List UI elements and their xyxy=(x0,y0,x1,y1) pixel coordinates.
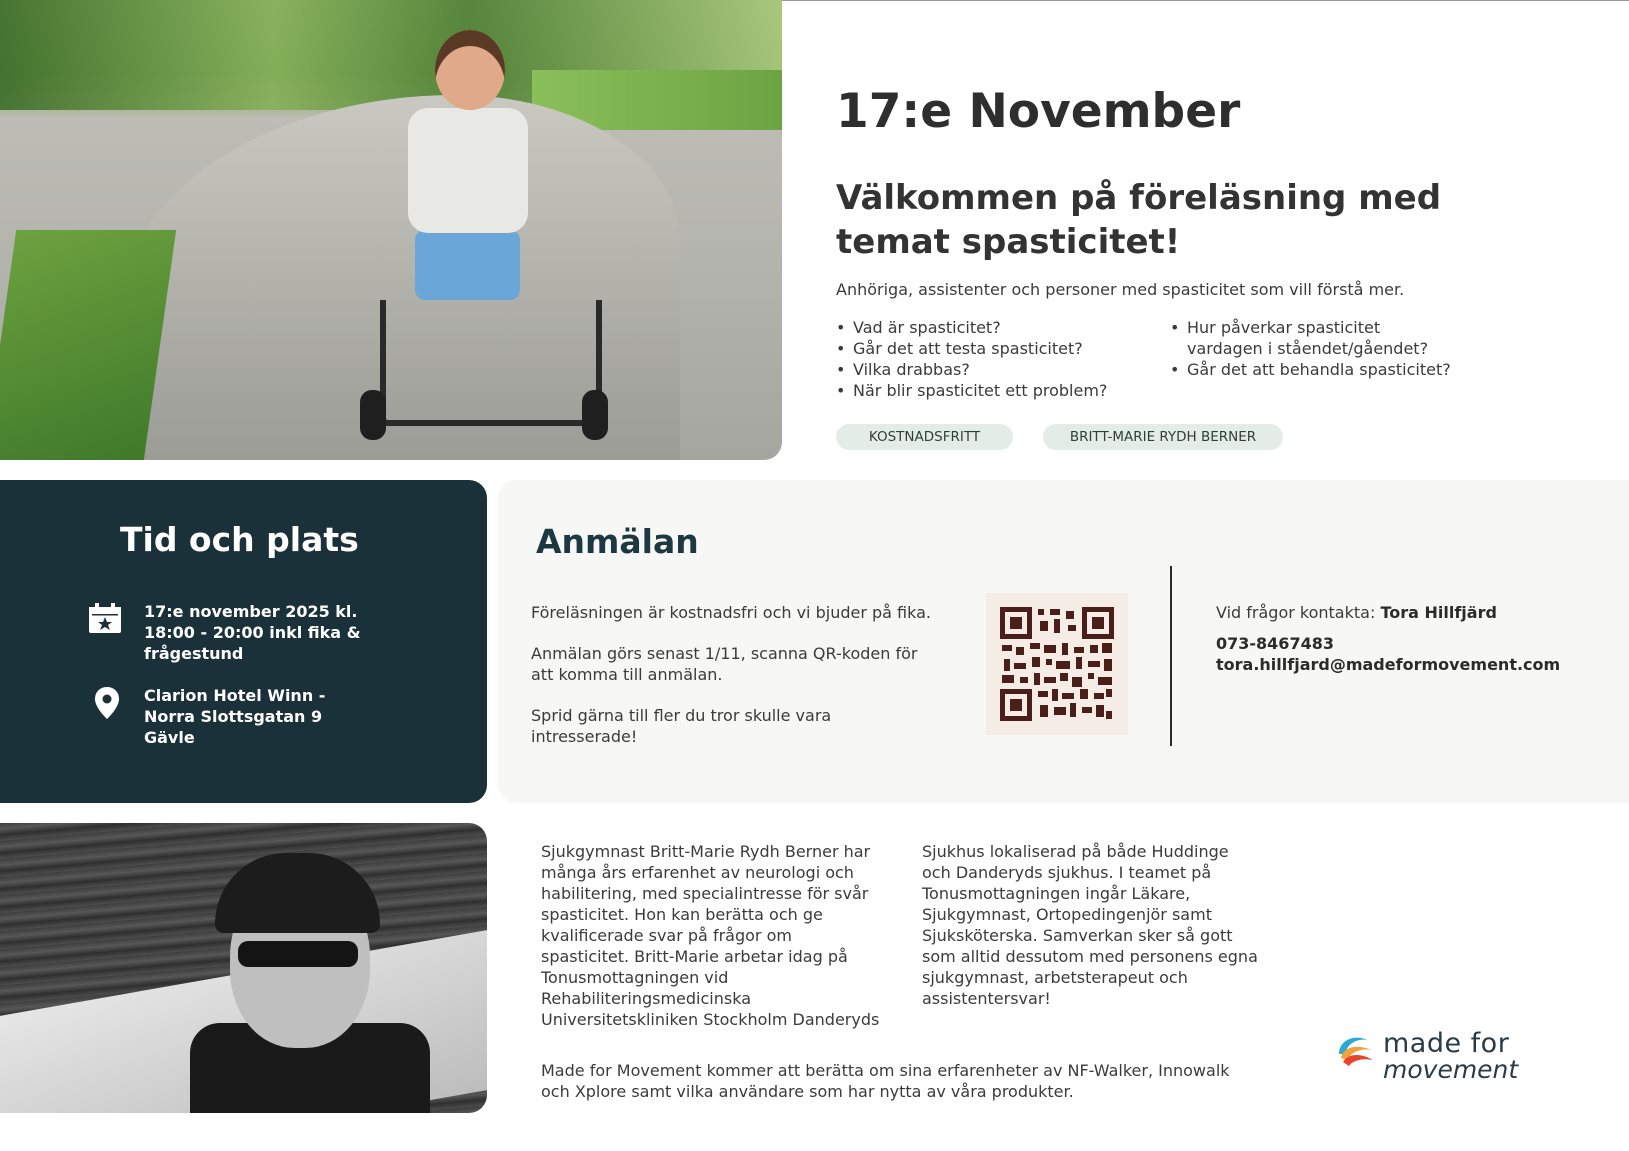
location-pin-icon xyxy=(94,686,120,720)
registration-title: Anmälan xyxy=(536,522,699,561)
logo-mark-icon xyxy=(1333,1028,1379,1074)
child-with-walker xyxy=(360,30,610,450)
made-for-movement-logo xyxy=(1333,1022,1519,1092)
logo-line2: movement xyxy=(1383,1055,1519,1084)
hero-photo xyxy=(0,0,782,460)
list-item: • Går det att testa spasticitet? xyxy=(836,338,1136,359)
topic-list-right xyxy=(1170,317,1460,380)
list-item: • Vilka drabbas? xyxy=(836,359,1136,380)
event-location: Clarion Hotel Winn - Norra Slottsgatan 9 Gävle xyxy=(144,686,326,747)
tag-speaker: BRITT-MARIE RYDH BERNER xyxy=(1043,424,1283,450)
qr-code[interactable] xyxy=(986,593,1128,735)
clinic-info: Sjukhus lokaliserad på både Huddinge och Danderyds sjukhus. I teamet på Tonusmottagningen ingår Läkare, Sjukgymnast, Ortopedingenjör samt Sjuksköterska. Samverkan sker så gott som alltid dessutom med personens egna sjukgymnast, arbetsterapeut och assistentersvar! xyxy=(922,842,1258,1008)
welcome-heading: Välkommen på föreläsning med temat spasticitet! xyxy=(836,178,1442,262)
date-title: 17:e November xyxy=(836,84,1241,139)
contact-email[interactable]: tora.hillfjard@madeformovement.com xyxy=(1216,655,1561,674)
calendar-icon xyxy=(88,602,122,634)
company-info: Made for Movement kommer att berätta om sina erfarenheter av NF-Walker, Innowalk och Xplore samt vilka användare som har nytta av våra produkter. xyxy=(541,1061,1230,1101)
registration-panel xyxy=(498,480,1629,803)
registration-text-share: Sprid gärna till fler du tror skulle vara intresserade! xyxy=(531,706,832,746)
contact-name: Tora Hillfjärd xyxy=(1380,603,1497,622)
list-item: • Hur påverkar spasticitet vardagen i ståendet/gåendet? xyxy=(1170,317,1460,359)
divider xyxy=(1170,566,1172,746)
contact-details xyxy=(1216,633,1560,675)
speaker-photo xyxy=(0,823,487,1113)
time-place-title: Tid och plats xyxy=(120,520,359,559)
list-item: • Går det att behandla spasticitet? xyxy=(1170,359,1460,380)
registration-text-free: Föreläsningen är kostnadsfri och vi bjuder på fika. xyxy=(531,603,931,622)
list-item: • Vad är spasticitet? xyxy=(836,317,1136,338)
contact-phone[interactable]: 073-8467483 xyxy=(1216,634,1334,653)
contact-line: Vid frågor kontakta: Tora Hillfjärd xyxy=(1216,603,1497,622)
top-border xyxy=(760,0,1629,1)
list-item: • När blir spasticitet ett problem? xyxy=(836,380,1136,401)
time-place-panel xyxy=(0,480,487,803)
logo-line1: made for xyxy=(1383,1028,1510,1059)
registration-text-deadline: Anmälan görs senast 1/11, scanna QR-koden för att komma till anmälan. xyxy=(531,644,918,684)
tag-free: KOSTNADSFRITT xyxy=(836,424,1013,450)
intro-text: Anhöriga, assistenter och personer med spasticitet som vill förstå mer. xyxy=(836,280,1405,299)
topic-list-left xyxy=(836,317,1136,401)
speaker-bio: Sjukgymnast Britt-Marie Rydh Berner har många års erfarenhet av neurologi och habilitering, med specialintresse för svår spasticitet. Hon kan berätta och ge kvalificerade svar på frågor om spasticitet. Britt-Marie arbetar idag på Tonusmottagningen vid Rehabiliteringsmedicinska Universitetskliniken Stockholm Danderyds xyxy=(541,842,880,1029)
event-time: 17:e november 2025 kl. 18:00 - 20:00 inkl fika & frågestund xyxy=(144,602,361,663)
